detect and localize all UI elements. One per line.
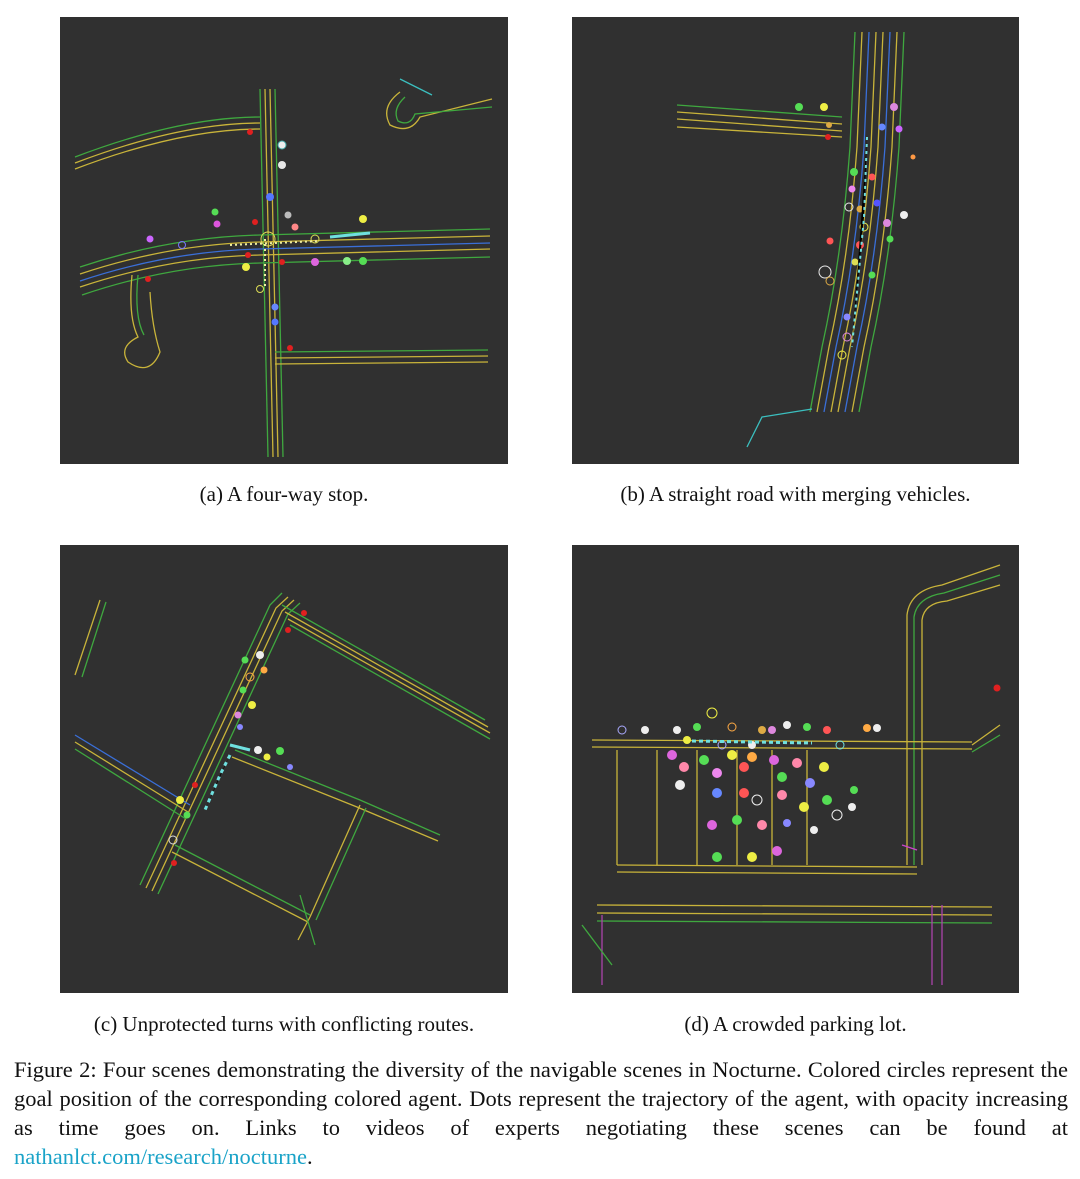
nocturne-link[interactable]: nathanlct.com/research/nocturne — [14, 1144, 307, 1169]
figure-caption-text: Four scenes demonstrating the diversity of the navigable scenes in Nocturne. Colored circles represent the goal position of the corresponding colored agent. Dots represent the trajectory of the agent, with opacity increasing as time goes on. Links to videos of experts negotiating these scenes can be found at — [14, 1057, 1069, 1140]
scene-parking-lot — [572, 545, 1019, 993]
scene-straight-road — [572, 17, 1019, 464]
figure-caption-end: . — [306, 1144, 313, 1169]
figure-caption — [14, 1055, 1068, 1171]
subcaption-b: (b) A straight road with merging vehicles. — [620, 482, 971, 506]
figure-label: Figure 2: — [14, 1057, 97, 1082]
scene-d-map — [572, 545, 1019, 993]
subcaption-a: (a) A four-way stop. — [199, 482, 369, 506]
scene-unprotected-turns — [60, 545, 508, 993]
scene-c-agents — [169, 610, 307, 866]
subcaption-c: (c) Unprotected turns with conflicting routes. — [93, 1012, 475, 1036]
scene-d-agents — [618, 685, 1001, 863]
scene-b-map — [572, 17, 1019, 464]
scene-c-map — [60, 545, 508, 993]
subcaption-d: (d) A crowded parking lot. — [684, 1012, 907, 1036]
scene-a-map — [60, 17, 508, 464]
scene-four-way-stop — [60, 17, 508, 464]
